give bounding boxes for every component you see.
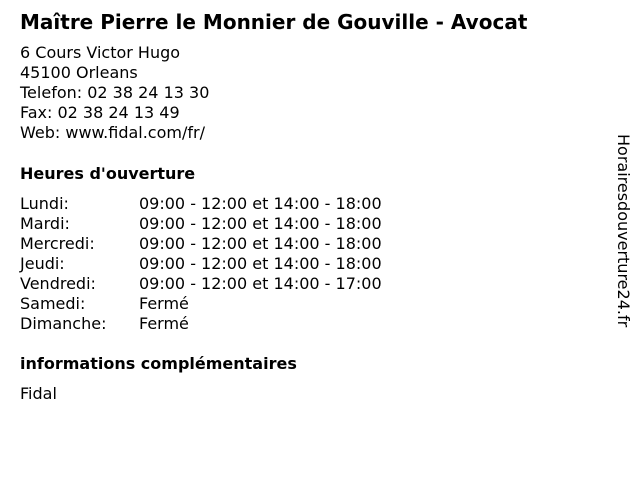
hours-day: Mercredi:	[20, 234, 95, 253]
hours-day: Mardi:	[20, 214, 70, 233]
hours-time: 09:00 - 12:00 et 14:00 - 17:00	[139, 274, 382, 293]
hours-day: Samedi:	[20, 294, 86, 313]
address-street: 6 Cours Victor Hugo	[20, 43, 181, 62]
info-text: Fidal	[20, 384, 57, 403]
address-city: 45100 Orleans	[20, 63, 138, 82]
hours-time: 09:00 - 12:00 et 14:00 - 18:00	[139, 194, 382, 213]
hours-heading: Heures d'ouverture	[20, 164, 196, 183]
hours-day: Vendredi:	[20, 274, 96, 293]
website: Web: www.fidal.com/fr/	[20, 123, 205, 142]
hours-time: 09:00 - 12:00 et 14:00 - 18:00	[139, 254, 382, 273]
address-block	[20, 43, 209, 143]
hours-time: Fermé	[139, 314, 189, 333]
hours-day: Dimanche:	[20, 314, 107, 333]
hours-time: 09:00 - 12:00 et 14:00 - 18:00	[139, 214, 382, 233]
fax-number: Fax: 02 38 24 13 49	[20, 103, 180, 122]
info-heading: informations complémentaires	[20, 354, 297, 373]
page-title: Maître Pierre le Monnier de Gouville - Avocat	[20, 10, 528, 34]
hours-time: 09:00 - 12:00 et 14:00 - 18:00	[139, 234, 382, 253]
hours-time: Fermé	[139, 294, 189, 313]
hours-day: Lundi:	[20, 194, 69, 213]
hours-day: Jeudi:	[20, 254, 65, 273]
site-watermark: Horairesdouverture24.fr	[614, 134, 633, 328]
phone-number: Telefon: 02 38 24 13 30	[20, 83, 210, 102]
